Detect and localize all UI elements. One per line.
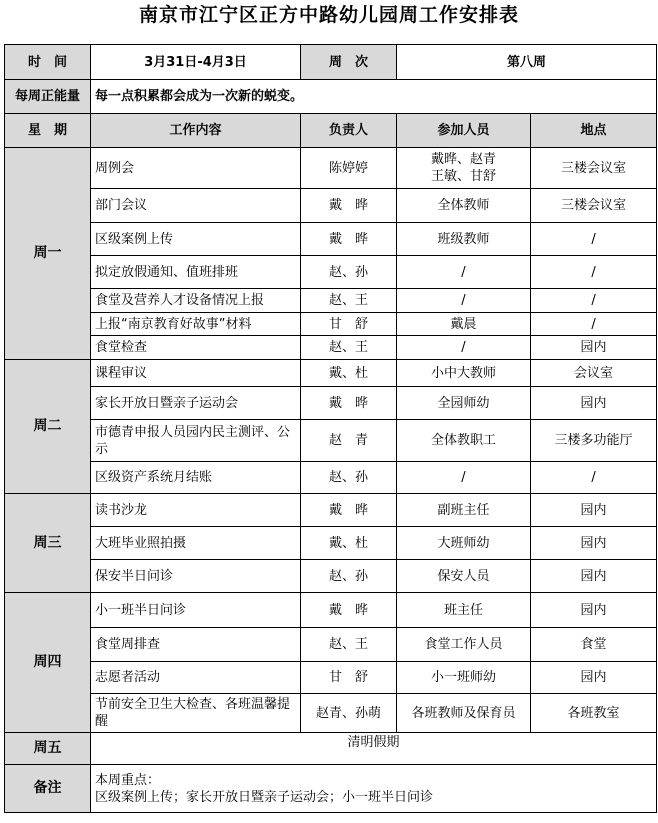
task-participants: / xyxy=(397,256,531,289)
task-content: 食堂周排查 xyxy=(91,628,301,662)
task-location: 各班教室 xyxy=(531,694,657,733)
task-location: 园内 xyxy=(531,527,657,560)
task-participants: 各班教师及保育员 xyxy=(397,694,531,733)
task-content: 家长开放日暨亲子运动会 xyxy=(91,387,301,420)
task-content: 小一班半日问诊 xyxy=(91,593,301,628)
task-location: 园内 xyxy=(531,593,657,628)
task-owner: 甘 舒 xyxy=(301,313,397,336)
table-row xyxy=(5,223,657,256)
task-location: / xyxy=(531,289,657,313)
table-row xyxy=(5,662,657,694)
task-owner: 戴、杜 xyxy=(301,527,397,560)
task-participants: 副班主任 xyxy=(397,494,531,527)
page-title: 南京市江宁区正方中路幼儿园周工作安排表 xyxy=(138,4,519,26)
table-row xyxy=(5,527,657,560)
table-row xyxy=(5,628,657,662)
task-content: 周例会 xyxy=(91,148,301,189)
task-location: / xyxy=(531,223,657,256)
remarks-label: 备注 xyxy=(5,765,91,813)
day-cell: 周一 xyxy=(5,148,91,360)
week-value: 第八周 xyxy=(397,45,657,80)
task-content: 食堂检查 xyxy=(91,336,301,360)
task-location: 园内 xyxy=(531,560,657,593)
day-cell: 周三 xyxy=(5,494,91,593)
table-row xyxy=(5,387,657,420)
energy-row xyxy=(5,80,657,114)
task-participants: 全园师幼 xyxy=(397,387,531,420)
remarks-row xyxy=(5,765,657,813)
task-participants: 全体教师 xyxy=(397,189,531,223)
table-row xyxy=(5,289,657,313)
table-row xyxy=(5,360,657,387)
task-content: 拟定放假通知、值班排班 xyxy=(91,256,301,289)
task-participants: 小一班师幼 xyxy=(397,662,531,694)
task-location: 园内 xyxy=(531,494,657,527)
task-participants: / xyxy=(397,336,531,360)
task-location: 三楼会议室 xyxy=(531,189,657,223)
task-owner: 甘 舒 xyxy=(301,662,397,694)
task-content: 课程审议 xyxy=(91,360,301,387)
task-content: 上报“南京教育好故事”材料 xyxy=(91,313,301,336)
task-owner: 赵、孙 xyxy=(301,560,397,593)
task-content: 大班毕业照拍摄 xyxy=(91,527,301,560)
task-participants: 保安人员 xyxy=(397,560,531,593)
schedule-table xyxy=(4,44,657,813)
time-label: 时 间 xyxy=(5,45,91,80)
table-row xyxy=(5,593,657,628)
task-location: / xyxy=(531,256,657,289)
table-row xyxy=(5,256,657,289)
task-participants: / xyxy=(397,462,531,494)
task-participants: 食堂工作人员 xyxy=(397,628,531,662)
task-participants xyxy=(397,148,531,189)
task-owner: 赵、王 xyxy=(301,628,397,662)
task-owner: 赵、孙 xyxy=(301,256,397,289)
task-content: 食堂及营养人才设备情况上报 xyxy=(91,289,301,313)
date-range: 3月31日-4月3日 xyxy=(91,45,301,80)
task-owner: 戴 晔 xyxy=(301,189,397,223)
task-location: 三楼会议室 xyxy=(531,148,657,189)
col-content: 工作内容 xyxy=(91,114,301,148)
task-content: 保安半日问诊 xyxy=(91,560,301,593)
task-location: 会议室 xyxy=(531,360,657,387)
task-content: 区级资产系统月结账 xyxy=(91,462,301,494)
task-owner: 戴、杜 xyxy=(301,360,397,387)
table-row xyxy=(5,494,657,527)
task-location: / xyxy=(531,462,657,494)
col-location: 地点 xyxy=(531,114,657,148)
energy-label: 每周正能量 xyxy=(5,80,91,114)
friday-row xyxy=(5,733,657,765)
table-row xyxy=(5,313,657,336)
remarks-cell xyxy=(91,765,657,813)
table-row xyxy=(5,336,657,360)
day-cell-friday: 周五 xyxy=(5,733,91,765)
table-row xyxy=(5,560,657,593)
friday-text: 清明假期 xyxy=(91,733,657,765)
task-content: 节前安全卫生大检查、各班温馨提醒 xyxy=(91,694,301,733)
task-participants: 小中大教师 xyxy=(397,360,531,387)
task-content: 部门会议 xyxy=(91,189,301,223)
task-location: / xyxy=(531,313,657,336)
task-location: 食堂 xyxy=(531,628,657,662)
day-cell: 周四 xyxy=(5,593,91,733)
task-participants: 班级教师 xyxy=(397,223,531,256)
task-owner: 赵、孙 xyxy=(301,462,397,494)
table-row xyxy=(5,462,657,494)
task-content: 区级案例上传 xyxy=(91,223,301,256)
week-label: 周 次 xyxy=(301,45,397,80)
table-row xyxy=(5,420,657,462)
column-header-row xyxy=(5,114,657,148)
task-owner: 赵、王 xyxy=(301,289,397,313)
participants-line: 王敏、甘舒 xyxy=(430,169,496,184)
energy-text: 每一点积累都会成为一次新的蜕变。 xyxy=(91,80,657,114)
task-owner: 赵、王 xyxy=(301,336,397,360)
header-row xyxy=(5,45,657,80)
remarks-text: 区级案例上传；家长开放日暨亲子运动会；小一班半日问诊 xyxy=(95,789,434,805)
task-owner: 赵青、孙萌 xyxy=(301,694,397,733)
task-participants: 班主任 xyxy=(397,593,531,628)
task-location: 园内 xyxy=(531,662,657,694)
task-content: 读书沙龙 xyxy=(91,494,301,527)
task-location: 园内 xyxy=(531,387,657,420)
participants-line: 戴晔、赵青 xyxy=(430,152,496,167)
col-participants: 参加人员 xyxy=(397,114,531,148)
task-owner: 戴 晔 xyxy=(301,593,397,628)
table-row xyxy=(5,189,657,223)
day-cell: 周二 xyxy=(5,360,91,494)
task-owner: 陈婷婷 xyxy=(301,148,397,189)
task-participants: / xyxy=(397,289,531,313)
task-content: 志愿者活动 xyxy=(91,662,301,694)
task-content: 市德青申报人员园内民主测评、公示 xyxy=(91,420,301,462)
col-day: 星 期 xyxy=(5,114,91,148)
task-location: 园内 xyxy=(531,336,657,360)
task-location: 三楼多功能厅 xyxy=(531,420,657,462)
task-participants: 戴晨 xyxy=(397,313,531,336)
task-owner: 戴 晔 xyxy=(301,387,397,420)
task-participants: 大班师幼 xyxy=(397,527,531,560)
task-owner: 赵 青 xyxy=(301,420,397,462)
col-owner: 负责人 xyxy=(301,114,397,148)
task-participants: 全体教职工 xyxy=(397,420,531,462)
task-owner: 戴 晔 xyxy=(301,223,397,256)
table-row xyxy=(5,694,657,733)
task-owner: 戴 晔 xyxy=(301,494,397,527)
remarks-heading: 本周重点： xyxy=(95,772,161,788)
table-row xyxy=(5,148,657,189)
